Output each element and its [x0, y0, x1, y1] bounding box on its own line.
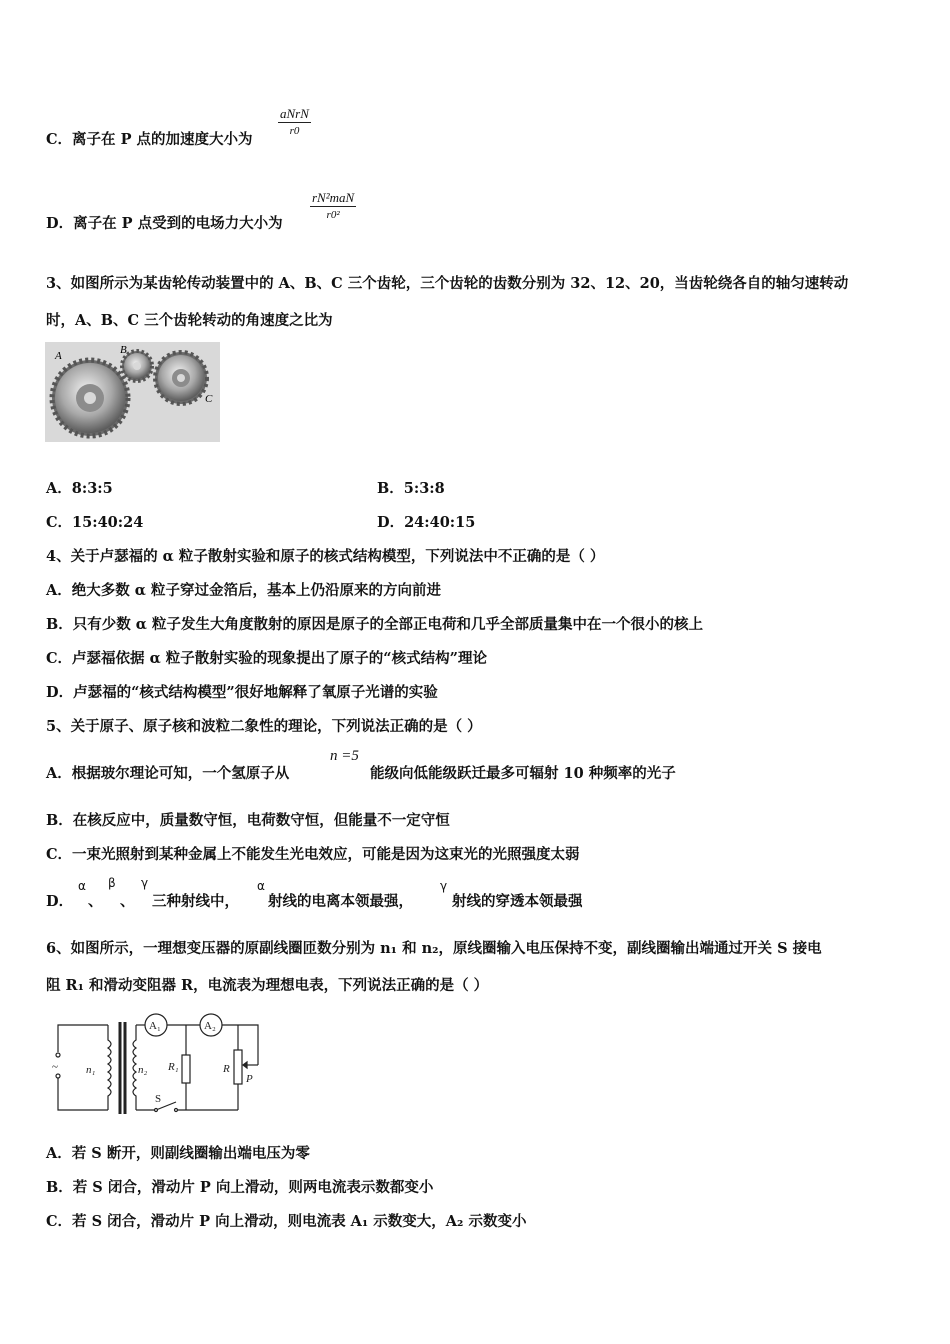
q5-option-d-text1: 三种射线中， [152, 893, 239, 910]
q3-stem-line1: 3、如图所示为某齿轮传动装置中的 A、B、C 三个齿轮，三个齿轮的齿数分别为 32、12、20，当齿轮绕各自的轴匀速转动 [46, 275, 849, 292]
q4-option-a: A．绝大多数 α 粒子穿过金箔后，基本上仍沿原来的方向前进 [46, 582, 442, 599]
beta-symbol: β [108, 876, 116, 890]
gear-a-icon [52, 360, 128, 436]
ammeter-a2-label: A₂ [204, 1020, 216, 1032]
ammeter-a1-label: A₁ [149, 1020, 161, 1032]
fraction-numerator: aNrN [280, 106, 309, 121]
q5-option-d-text2: 射线的电离本领最强， [268, 893, 413, 910]
fraction-denominator: r0² [326, 209, 340, 221]
q4-option-b: B．只有少数 α 粒子发生大角度散射的原因是原子的全部正电荷和几乎全部质量集中在一个很小的核上 [46, 616, 704, 633]
p-label: P [246, 1073, 253, 1085]
q6-option-a: A．若 S 断开，则副线圈输出端电压为零 [46, 1145, 310, 1162]
r1-label: R₁ [168, 1061, 179, 1073]
q5-option-d-text3: 射线的穿透本领最强 [452, 893, 583, 910]
transformer-circuit-figure [48, 1010, 270, 1116]
q3-option-a: A．8:3:5 [46, 480, 113, 497]
q6-option-b: B．若 S 闭合，滑动片 P 向上滑动，则两电流表示数都变小 [46, 1179, 434, 1196]
gear-label-b: B [120, 344, 127, 356]
alpha-symbol: α [257, 879, 265, 893]
q6-stem-line1: 6、如图所示，一理想变压器的原副线圈匝数分别为 n₁ 和 n₂，原线圈输入电压保持不变，副线圈输出端通过开关 S 接电 [46, 940, 822, 957]
q5-option-a-math: n =5 [330, 748, 359, 764]
q5-stem: 5、关于原子、原子核和波粒二象性的理论，下列说法正确的是（ ） [46, 718, 482, 735]
n2-label: n₂ [138, 1064, 148, 1076]
q4-stem: 4、关于卢瑟福的 α 粒子散射实验和原子的核式结构模型，下列说法中不正确的是（ ） [46, 548, 605, 565]
q5-option-b: B．在核反应中，质量数守恒，电荷数守恒，但能量不一定守恒 [46, 812, 450, 829]
gear-figure [45, 342, 220, 442]
gear-label-c: C [205, 393, 213, 405]
ac-source-label: ~ [52, 1061, 58, 1073]
alpha-symbol: α [78, 879, 86, 893]
gamma-symbol: γ [141, 876, 149, 890]
switch-label: S [155, 1093, 162, 1105]
gear-c-icon [155, 352, 207, 404]
q2-option-d-fraction [310, 190, 356, 223]
q2-option-c-fraction [278, 106, 311, 139]
q4-option-d: D．卢瑟福的“核式结构模型”很好地解释了氧原子光谱的实验 [46, 684, 438, 701]
separator: 、 [120, 893, 135, 910]
q5-option-a-prefix: A．根据玻尔理论可知，一个氢原子从 [46, 765, 290, 782]
q6-option-c: C．若 S 闭合，滑动片 P 向上滑动，则电流表 A₁ 示数变大，A₂ 示数变小 [46, 1213, 527, 1230]
fraction-numerator: rN²maN [312, 190, 355, 205]
q5-option-d-label: D． [46, 893, 74, 910]
q3-option-b: B．5:3:8 [377, 480, 445, 497]
q2-option-c: C．离子在 P 点的加速度大小为 [46, 131, 253, 148]
gamma-symbol: γ [440, 879, 448, 893]
q3-stem-line2: 时，A、B、C 三个齿轮转动的角速度之比为 [46, 312, 333, 329]
q4-option-c: C．卢瑟福依据 α 粒子散射实验的现象提出了原子的“核式结构”理论 [46, 650, 487, 667]
r-label: R [223, 1063, 230, 1075]
q6-stem-line2: 阻 R₁ 和滑动变阻器 R，电流表为理想电表，下列说法正确的是（ ） [46, 977, 489, 994]
gear-label-a: A [55, 350, 62, 362]
q3-option-c: C．15:40:24 [46, 514, 144, 531]
q2-option-d: D．离子在 P 点受到的电场力大小为 [46, 215, 283, 232]
q5-option-a-suffix: 能级向低能级跃迁最多可辐射 10 种频率的光子 [370, 765, 676, 782]
separator: 、 [88, 893, 103, 910]
fraction-denominator: r0 [289, 125, 300, 137]
n1-label: n₁ [86, 1064, 96, 1076]
q3-option-d: D．24:40:15 [377, 514, 476, 531]
q5-option-c: C．一束光照射到某种金属上不能发生光电效应，可能是因为这束光的光照强度太弱 [46, 846, 580, 863]
